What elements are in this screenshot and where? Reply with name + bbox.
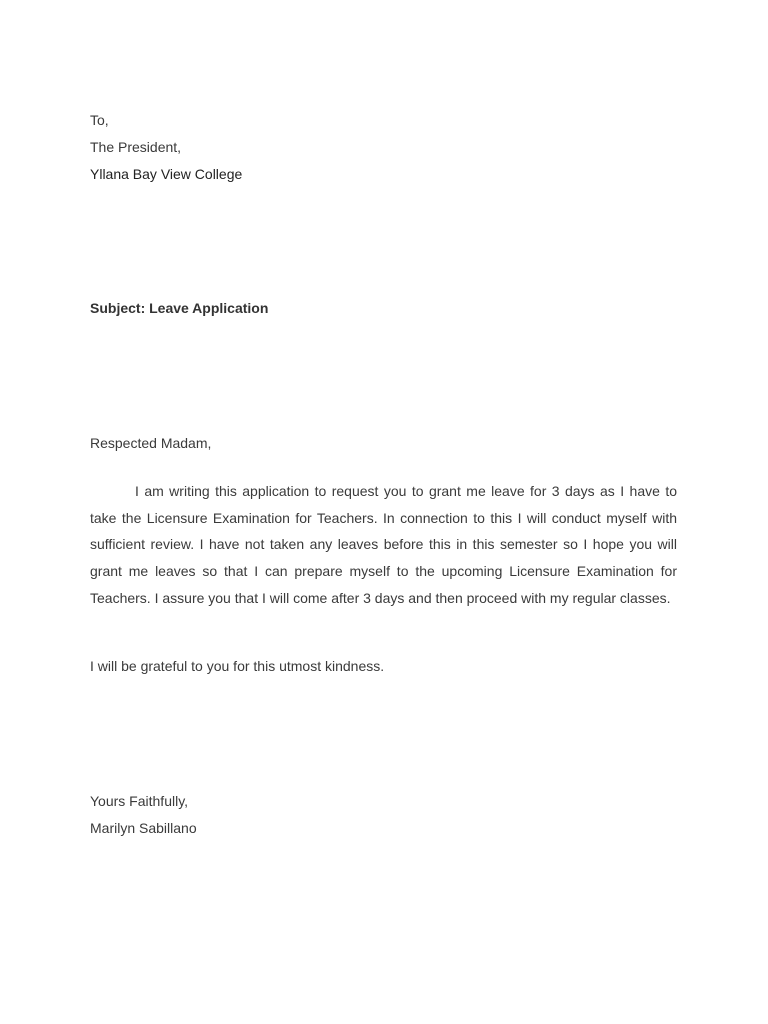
recipient-institution: Yllana Bay View College — [90, 166, 243, 182]
body-paragraph: I am writing this application to request you to grant me leave for 3 days as I have to take the Licensure Examination for Teachers. In connection to this I will conduct myself with sufficient review. I have not taken any leaves before this in this semester so I hope you will grant me leaves so that I can prepare myself to the upcoming Licensure Examination for Teachers. I assure you that I will come after 3 days and then proceed with my regular classes. — [90, 483, 677, 606]
to-label: To, — [90, 112, 109, 128]
closing-paragraph: I will be grateful to you for this utmost kindness. — [90, 658, 385, 674]
subject-line: Subject: Leave Application — [90, 300, 269, 316]
sign-off: Yours Faithfully, — [90, 793, 189, 809]
salutation: Respected Madam, — [90, 435, 212, 451]
recipient-title: The President, — [90, 139, 182, 155]
signatory-name: Marilyn Sabillano — [90, 820, 197, 836]
